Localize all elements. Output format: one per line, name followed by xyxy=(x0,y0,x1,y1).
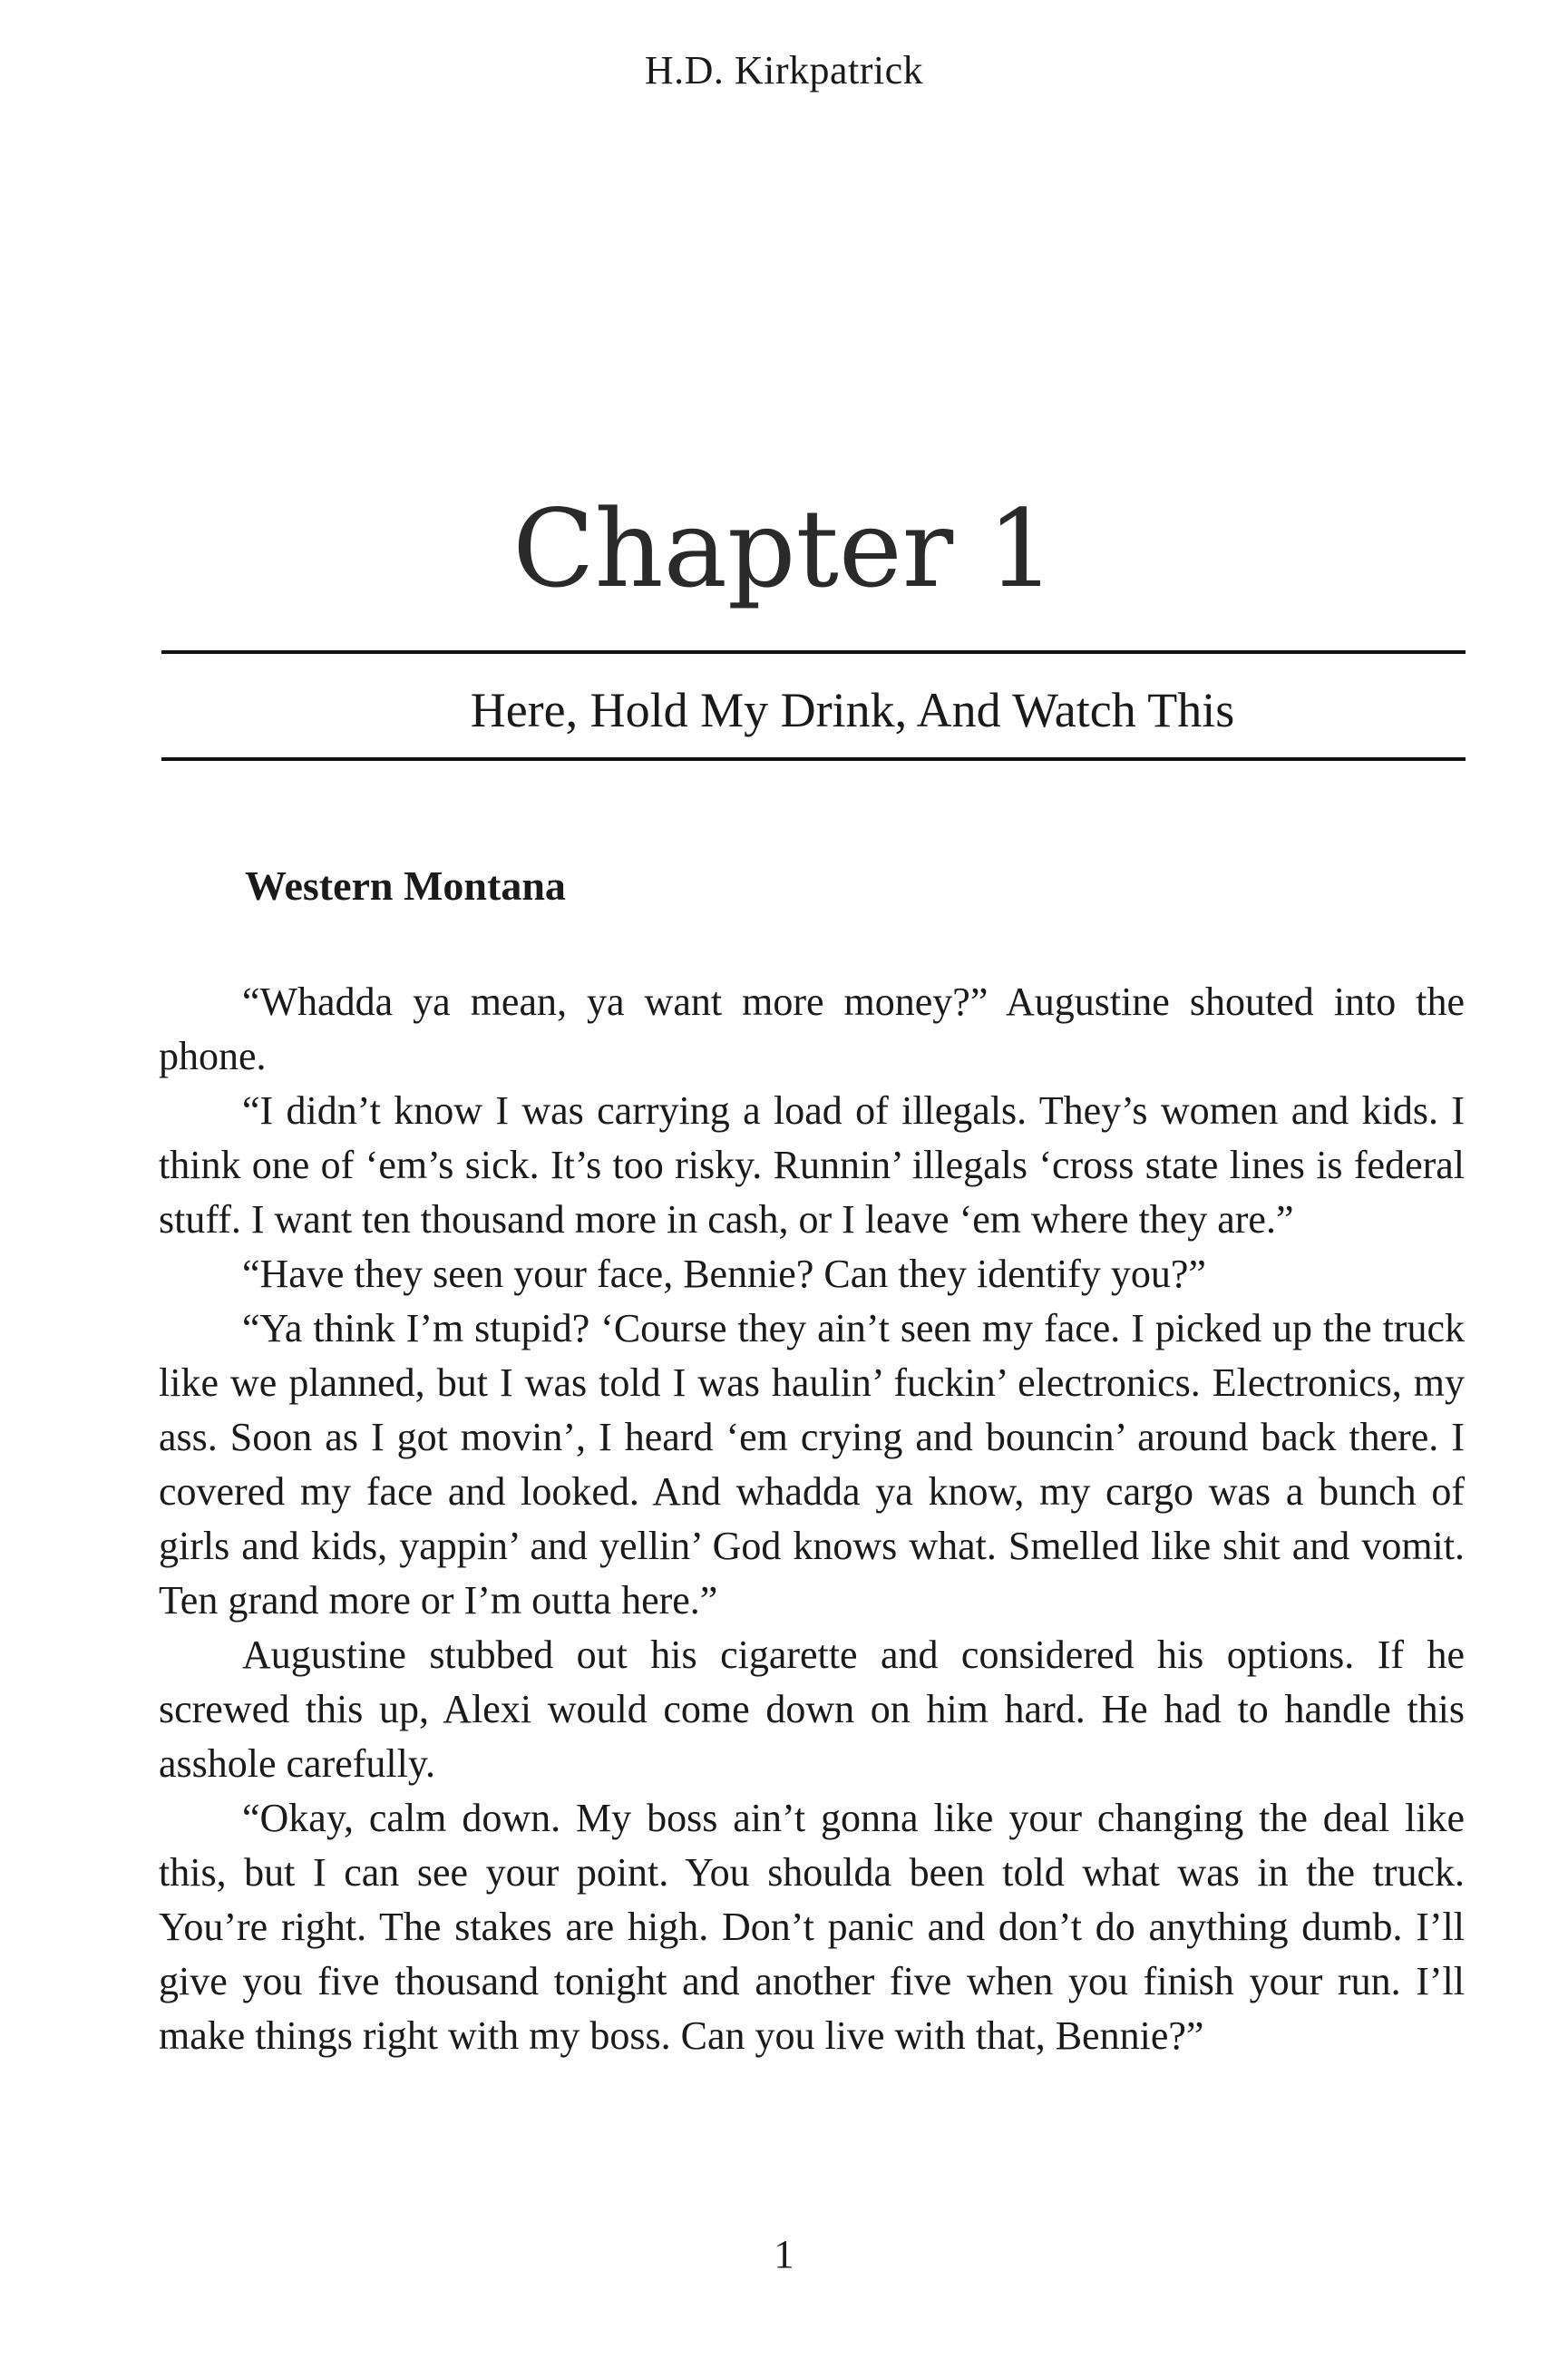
running-head: H.D. Kirkpatrick xyxy=(644,48,924,93)
paragraph: “Okay, calm down. My boss ain’t gonna like your changing the deal like this, but I can see your point. You shoulda been told what was in the truck. You’re right. The stakes are high. Don’t panic and don’t do anything dumb. I’ll give you five thousand tonight and another five when you finish your run. I’ll make things right with my boss. Can you live with that, Bennie?” xyxy=(159,1796,1465,2058)
section-heading: Western Montana xyxy=(245,863,566,909)
paragraph: “Have they seen your face, Bennie? Can they identify you?” xyxy=(242,1252,1206,1296)
chapter-rule-top xyxy=(161,650,1466,654)
paragraph: “Whadda ya mean, ya want more money?” Augustine shouted into the phone. xyxy=(159,979,1465,1078)
chapter-rule-bottom xyxy=(161,757,1466,761)
paragraph: “Ya think I’m stupid? ‘Course they ain’t seen my face. I picked up the truck like we planned, but I was told I was haulin’ fuckin’ electronics. Electronics, my ass. Soon as I got movin’, I heard ‘em crying and bouncin’ around back there. I covered my face and looked. And whadda ya know, my cargo was a bunch of girls and kids, yappin’ and yellin’ God knows what. Smelled like shit and vomit. Ten grand more or I’m outta here.” xyxy=(159,1306,1465,1623)
body-text xyxy=(159,975,1465,2063)
page-number: 1 xyxy=(774,2232,794,2276)
paragraph: Augustine stubbed out his cigarette and considered his options. If he screwed this up, Alexi would come down on him hard. He had to handle this asshole carefully. xyxy=(159,1632,1465,1786)
chapter-subtitle: Here, Hold My Drink, And Watch This xyxy=(470,683,1235,737)
paragraph: “I didn’t know I was carrying a load of illegals. They’s women and kids. I think one of ‘em’s sick. It’s too risky. Runnin’ illegals ‘cross state lines is federal stuff. I want ten thousand more in cash, or I leave ‘em where they are.” xyxy=(159,1088,1465,1242)
chapter-title: Chapter 1 xyxy=(512,486,1056,611)
